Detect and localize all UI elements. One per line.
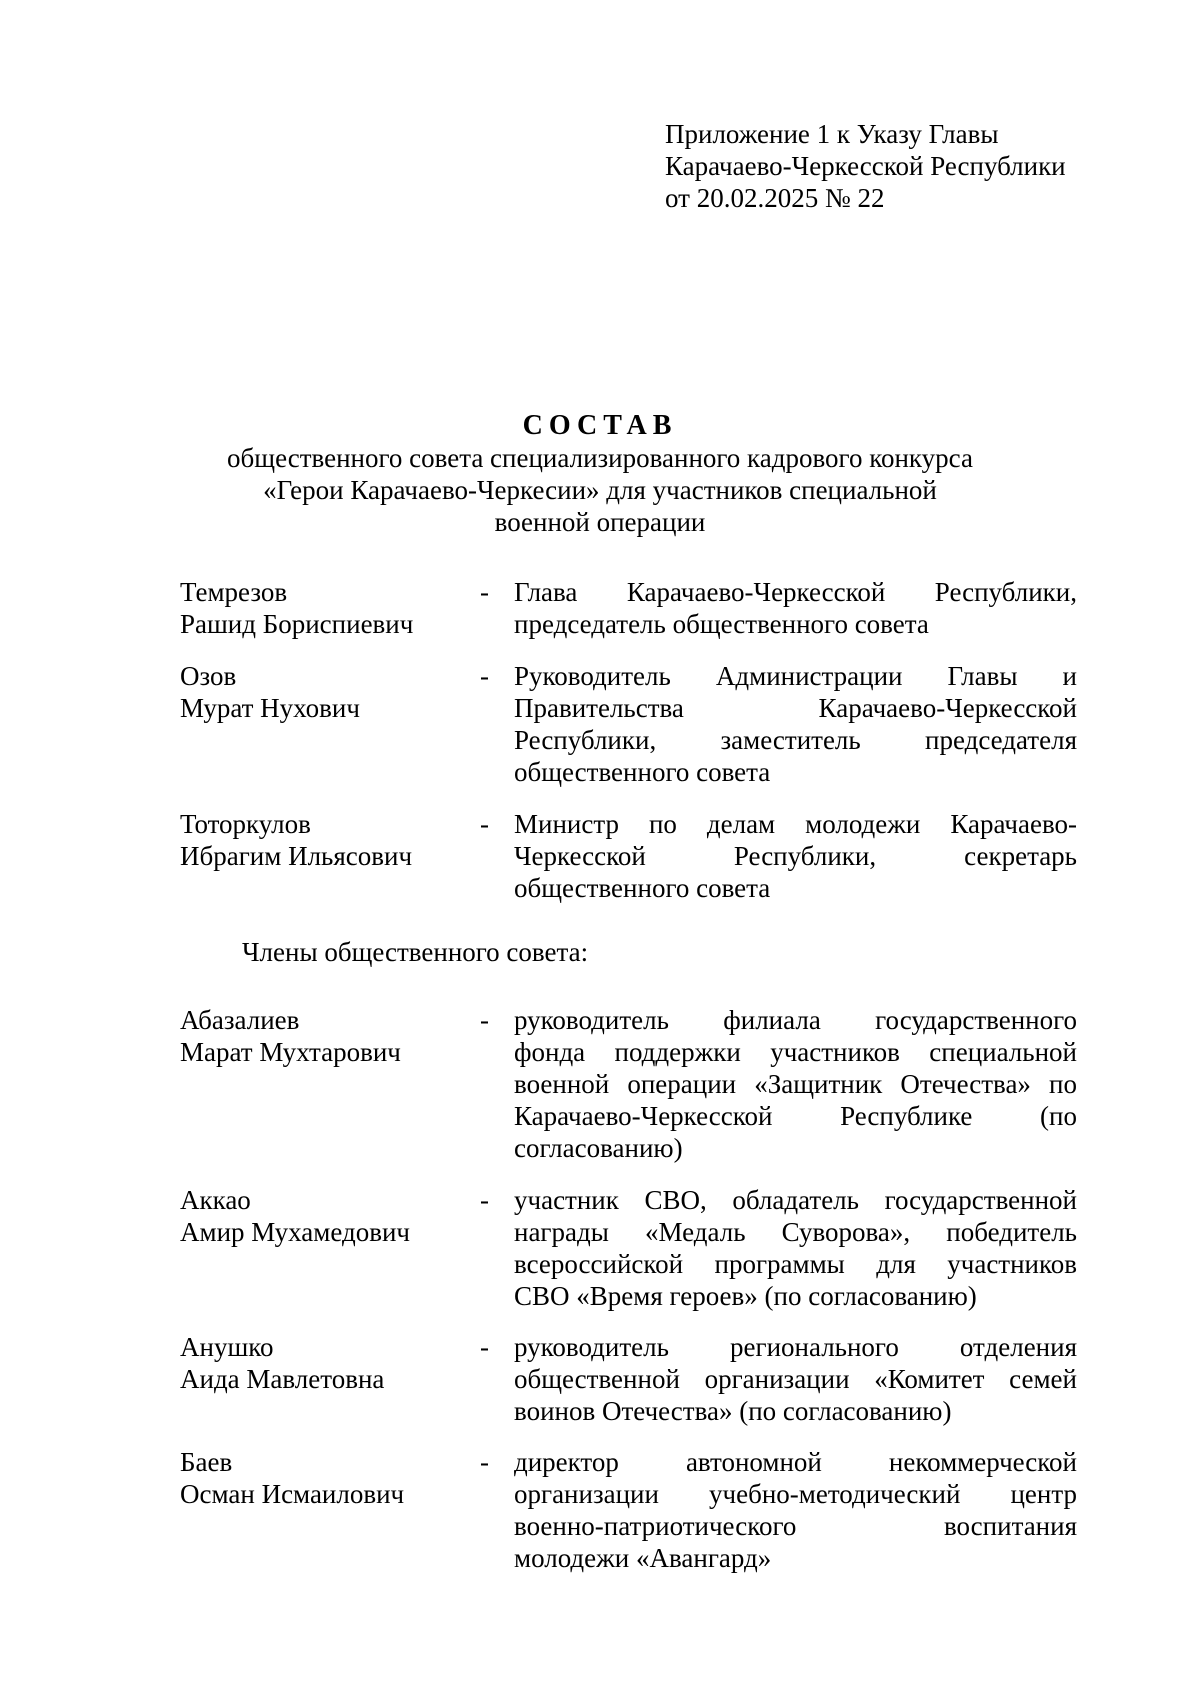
title-subtitle-line: «Герои Карачаево-Черкесии» для участников специальной — [263, 475, 937, 505]
entry-dash: - — [480, 661, 489, 691]
role-line: общественной организации «Комитет семей — [514, 1364, 1077, 1394]
person-name — [180, 576, 470, 640]
role-line: Черкесской Республики, секретарь — [514, 841, 1077, 871]
appendix-header — [665, 118, 1135, 214]
person-surname: Озов — [180, 661, 237, 691]
document-title — [0, 410, 1200, 538]
person-given-names: Ибрагим Ильясович — [180, 841, 413, 871]
title-subtitle-line: военной операции — [494, 507, 706, 537]
role-line: фонда поддержки участников специальной — [514, 1037, 1077, 1067]
person-given-names: Амир Мухамедович — [180, 1217, 410, 1247]
role-line: Глава Карачаево-Черкесской Республики, — [514, 577, 1077, 607]
role-line: молодежи «Авангард» — [514, 1543, 772, 1573]
members-heading: Члены общественного совета: — [242, 937, 589, 967]
role-line: общественного совета — [514, 757, 771, 787]
role-line: Карачаево-Черкесской Республике (по — [514, 1101, 1077, 1131]
role-line: директор автономной некоммерческой — [514, 1447, 1077, 1477]
entry-dash: - — [480, 1447, 489, 1477]
appendix-line: от 20.02.2025 № 22 — [665, 183, 885, 213]
role-line: Правительства Карачаево-Черкесской — [514, 693, 1077, 723]
role-line: военно-патриотического воспитания — [514, 1511, 1077, 1541]
role-line: руководитель филиала государственного — [514, 1005, 1077, 1035]
person-role — [514, 808, 1077, 904]
person-given-names: Аида Мавлетовна — [180, 1364, 385, 1394]
role-line: участник СВО, обладатель государственной — [514, 1185, 1077, 1215]
role-line: Руководитель Администрации Главы и — [514, 661, 1077, 691]
person-role — [514, 1004, 1077, 1164]
person-given-names: Марат Мухтарович — [180, 1037, 401, 1067]
person-surname: Тоторкулов — [180, 809, 311, 839]
role-line: награды «Медаль Суворова», победитель — [514, 1217, 1077, 1247]
person-given-names: Осман Исмаилович — [180, 1479, 405, 1509]
person-surname: Абазалиев — [180, 1005, 300, 1035]
person-name — [180, 660, 470, 724]
role-line: председатель общественного совета — [514, 609, 929, 639]
appendix-line: Карачаево-Черкесской Республики — [665, 151, 1066, 181]
role-line: организации учебно-методический центр — [514, 1479, 1077, 1509]
person-surname: Анушко — [180, 1332, 274, 1362]
entry-dash: - — [480, 1005, 489, 1035]
role-line: Министр по делам молодежи Карачаево- — [514, 809, 1077, 839]
person-name — [180, 808, 470, 872]
title-subtitle-line: общественного совета специализированного кадрового конкурса — [227, 443, 973, 473]
role-line: общественного совета — [514, 873, 771, 903]
entry-dash: - — [480, 1332, 489, 1362]
role-line: согласованию) — [514, 1133, 683, 1163]
role-line: СВО «Время героев» (по согласованию) — [514, 1281, 977, 1311]
entry-dash: - — [480, 1185, 489, 1215]
role-line: военной операции «Защитник Отечества» по — [514, 1069, 1077, 1099]
person-surname: Аккао — [180, 1185, 251, 1215]
person-given-names: Мурат Нухович — [180, 693, 360, 723]
person-role — [514, 576, 1077, 640]
person-name — [180, 1331, 470, 1395]
role-line: Республики, заместитель председателя — [514, 725, 1077, 755]
title-main: СОСТАВ — [522, 410, 678, 441]
role-line: всероссийской программы для участников — [514, 1249, 1077, 1279]
person-role — [514, 1446, 1077, 1574]
person-name — [180, 1184, 470, 1248]
person-name — [180, 1446, 470, 1510]
entry-dash: - — [480, 577, 489, 607]
title-subtitle — [0, 442, 1200, 538]
person-name — [180, 1004, 470, 1068]
role-line: воинов Отечества» (по согласованию) — [514, 1396, 952, 1426]
entry-dash: - — [480, 809, 489, 839]
appendix-line: Приложение 1 к Указу Главы — [665, 119, 999, 149]
person-surname: Баев — [180, 1447, 233, 1477]
person-role — [514, 660, 1077, 788]
role-line: руководитель регионального отделения — [514, 1332, 1077, 1362]
person-given-names: Рашид Бориспиевич — [180, 609, 414, 639]
person-role — [514, 1184, 1077, 1312]
person-role — [514, 1331, 1077, 1427]
person-surname: Темрезов — [180, 577, 288, 607]
